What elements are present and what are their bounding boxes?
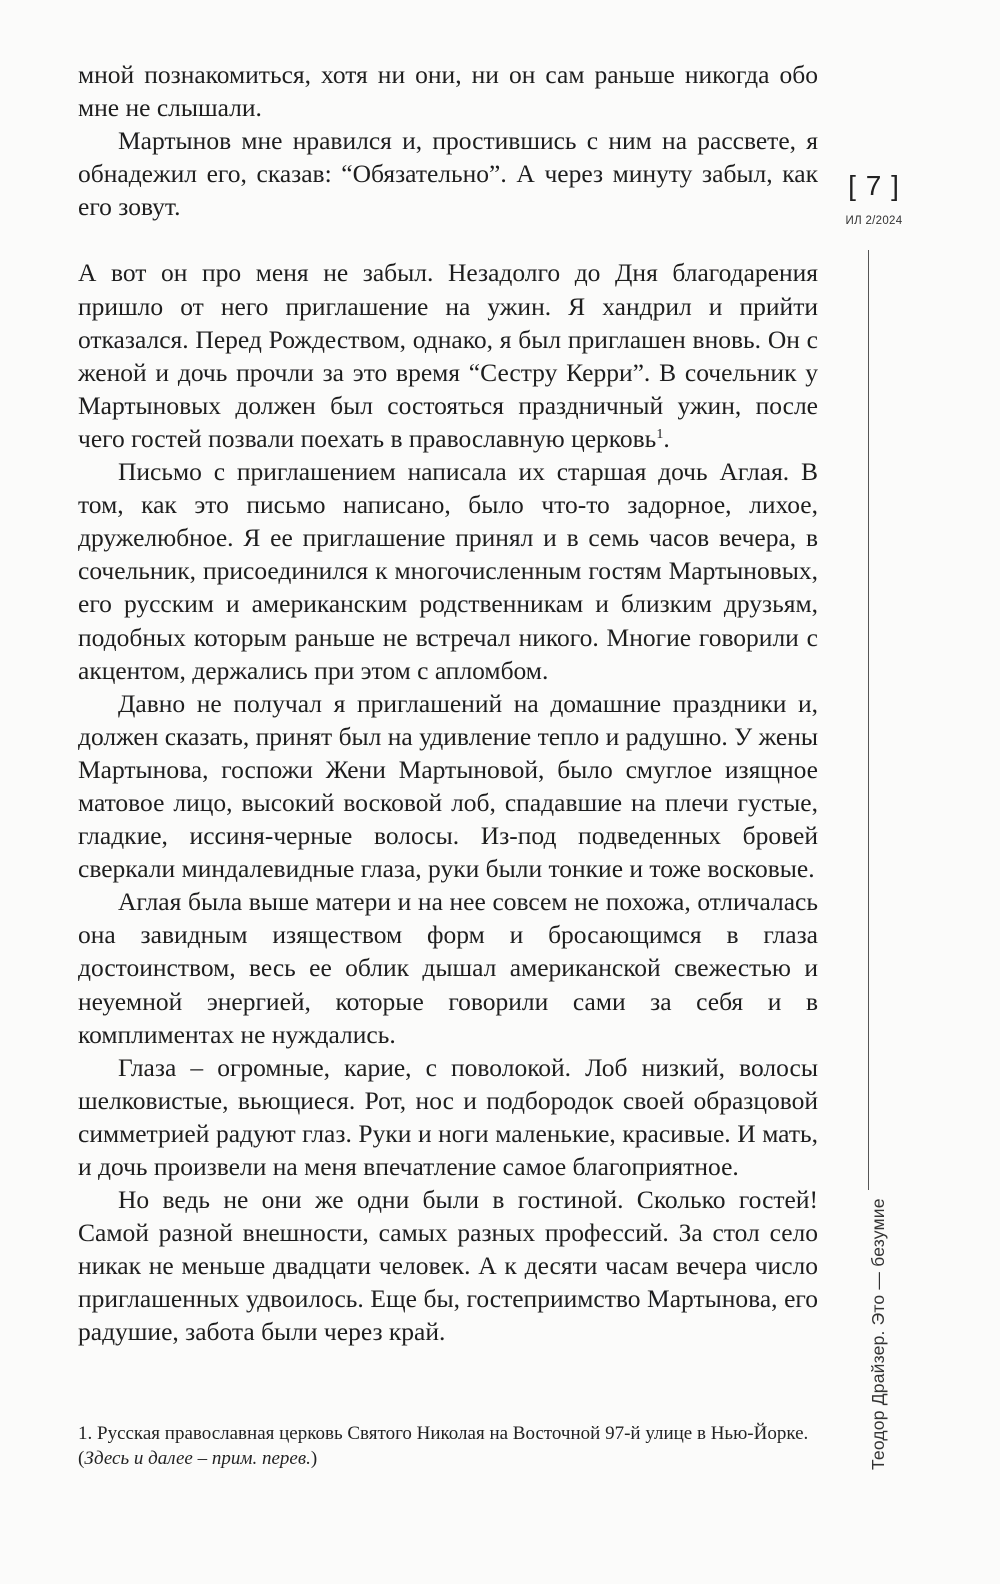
margin-rule xyxy=(868,250,869,1190)
bracket-open: [ xyxy=(848,170,857,201)
footnote-translator-note: Здесь и далее – прим. перев. xyxy=(84,1448,311,1469)
footnote-reference[interactable]: 1 xyxy=(656,426,664,442)
page-number xyxy=(842,170,906,202)
footnote-text: Русская православная церковь Святого Николая на Восточной 97-й улице в Нью-Йорке. xyxy=(97,1423,809,1444)
footnote-note-open: ( xyxy=(78,1448,85,1469)
paragraph-continued: мной познакомиться, хотя ни они, ни он сам раньше никогда обо мне не слышали. xyxy=(78,60,818,123)
page-number-value: 7 xyxy=(865,170,883,201)
paragraph: Аглая была выше матери и на нее совсем не похожа, отличалась она завидным изяществом форм и бросающимся в глаза достоинством, весь ее облик дышал американской свежестью и неуемной энергией, которые говорили сами за себя и в комплиментах не нуждались. xyxy=(78,887,818,1049)
paragraph-section-start: А вот он про меня не забыл. Незадолго до Дня благодарения пришло от него приглашение на ужин. Я хандрил и прийти отказался. Перед Рождеством, однако, я был приглашен вновь. Он с женой и дочь прочли за это время “Сестру Керри”. В сочельник у Мартыновых должен был состояться праздничный ужин, после чего гостей позвали поехать в православную церковь$^1$. xyxy=(78,258,818,453)
paragraph-text: А вот он про меня не забыл. Незадолго до Дня благодарения пришло от него приглашение на ужин. Я хандрил и прийти отказался. Перед Рождеством, однако, я был приглашен вновь. Он с женой и дочь прочли за это время “Сестру Керри”. В сочельник у Мартыновых должен был состояться праздничный ужин, после чего гостей позвали поехать в православную церковь xyxy=(78,258,818,453)
footnote-number: 1. xyxy=(78,1423,93,1444)
paragraph: Но ведь не они же одни были в гостиной. Сколько гостей! Самой разной внешности, самых разных профессий. За стол село никак не меньше двадцати человек. А к десяти часам вечера число приглашенных удвоилось. Еще бы, гостеприимство Мартынова, его радушие, забота были через край. xyxy=(78,1185,818,1347)
footnote xyxy=(78,1421,818,1471)
bracket-close: ] xyxy=(891,170,900,201)
main-text xyxy=(78,58,818,1349)
paragraph: Письмо с приглашением написала их старшая дочь Аглая. В том, как это письмо написано, было что-то задорное, лихое, дружелюбное. Я ее приглашение принял и в семь часов вечера, в сочельник, присоединился к многочисленным гостям Мартыновых, его русским и американским родственникам и близким друзьям, подобных которым раньше не встречал никого. Многие говорили с акцентом, держались при этом с апломбом. xyxy=(78,457,818,685)
running-head: Теодор Драйзер. Это — безумие xyxy=(868,1198,888,1470)
issue-label: ИЛ 2/2024 xyxy=(845,215,903,227)
paragraph: Глаза – огромные, карие, с поволокой. Лоб низкий, волосы шелковистые, вьющиеся. Рот, нос и подбородок своей образцовой симметрией радуют глаз. Руки и ноги маленькие, красивые. И мать, и дочь произвели на меня впечатление самое благоприятное. xyxy=(78,1052,818,1181)
paragraph: Давно не получал я приглашений на домашние праздники и, должен сказать, принят был на удивление тепло и радушно. У жены Мартынова, госпожи Жени Мартыновой, было смуглое изящное матовое лицо, высокий восковой лоб, спадавшие на плечи густые, гладкие, иссиня-черные волосы. Из-под подведенных бровей сверкали миндалевидные глаза, руки были тонкие и тоже восковые. xyxy=(78,688,818,884)
footnote-note-close: ) xyxy=(310,1448,318,1469)
paragraph: Мартынов мне нравился и, простившись с ним на рассвете, я обнадежил его, сказав: “Обязательно”. А через минуту забыл, как его зовут. xyxy=(78,126,818,222)
